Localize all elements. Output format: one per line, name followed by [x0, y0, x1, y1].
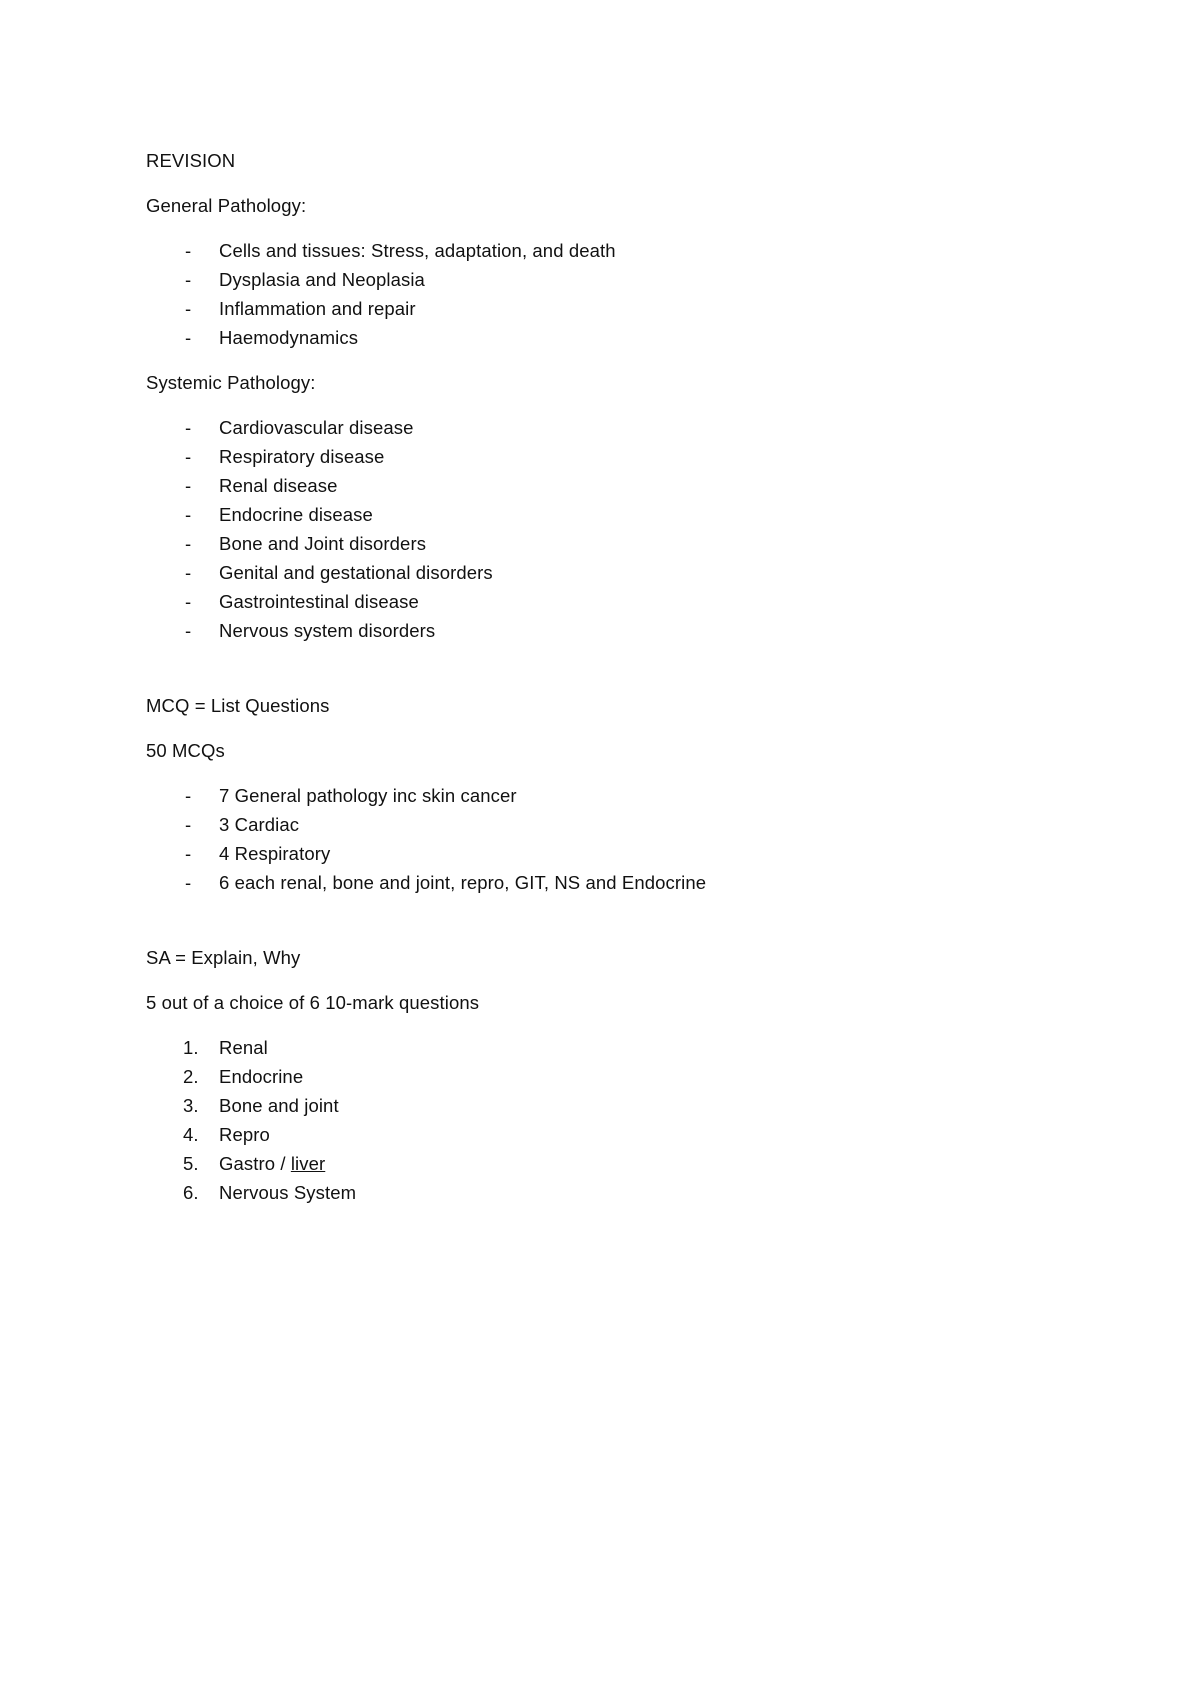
- number-marker: 3.: [183, 1095, 199, 1116]
- list-item: - Cardiovascular disease: [146, 413, 1046, 442]
- general-pathology-list: [146, 236, 1046, 352]
- list-item: - 7 General pathology inc skin cancer: [146, 781, 1046, 810]
- dash-marker: -: [185, 475, 192, 496]
- list-item: - 3 Cardiac: [146, 810, 1046, 839]
- blank-line: [146, 913, 1046, 943]
- dash-marker: -: [185, 872, 192, 893]
- list-item: - Endocrine disease: [146, 500, 1046, 529]
- dash-marker: -: [185, 814, 192, 835]
- list-item: 3. Bone and joint: [146, 1091, 1046, 1120]
- dash-marker: -: [185, 591, 192, 612]
- list-item: - Dysplasia and Neoplasia: [146, 265, 1046, 294]
- list-item: - Bone and Joint disorders: [146, 529, 1046, 558]
- general-pathology-heading: General Pathology:: [146, 195, 307, 216]
- list-item: 6. Nervous System: [146, 1178, 1046, 1207]
- dash-marker: -: [185, 298, 192, 319]
- list-item: - Renal disease: [146, 471, 1046, 500]
- mcq-definition: MCQ = List Questions: [146, 695, 330, 716]
- systemic-pathology-list: [146, 413, 1046, 645]
- dash-marker: -: [185, 269, 192, 290]
- number-marker: 1.: [183, 1037, 199, 1058]
- list-item: - Gastrointestinal disease: [146, 587, 1046, 616]
- list-item: - Inflammation and repair: [146, 294, 1046, 323]
- dash-marker: -: [185, 504, 192, 525]
- dash-marker: -: [185, 620, 192, 641]
- dash-marker: -: [185, 843, 192, 864]
- dash-marker: -: [185, 240, 192, 261]
- document-body: [146, 146, 1046, 1223]
- sa-definition: SA = Explain, Why: [146, 947, 301, 968]
- list-item: - Haemodynamics: [146, 323, 1046, 352]
- mcq-count-line: 50 MCQs: [146, 740, 225, 761]
- number-marker: 2.: [183, 1066, 199, 1087]
- list-item: 4. Repro: [146, 1120, 1046, 1149]
- list-item: - Nervous system disorders: [146, 616, 1046, 645]
- list-item: 2. Endocrine: [146, 1062, 1046, 1091]
- list-item: - Cells and tissues: Stress, adaptation, and death: [146, 236, 1046, 265]
- underlined-text: liver: [290, 1153, 326, 1174]
- dash-marker: -: [185, 533, 192, 554]
- number-marker: 4.: [183, 1124, 199, 1145]
- dash-marker: -: [185, 446, 192, 467]
- list-item: - 6 each renal, bone and joint, repro, GIT, NS and Endocrine: [146, 868, 1046, 897]
- dash-marker: -: [185, 785, 192, 806]
- dash-marker: -: [185, 562, 192, 583]
- list-item: - Respiratory disease: [146, 442, 1046, 471]
- dash-marker: -: [185, 327, 192, 348]
- list-item: - 4 Respiratory: [146, 839, 1046, 868]
- blank-line: [146, 661, 1046, 691]
- list-item: - Genital and gestational disorders: [146, 558, 1046, 587]
- list-item: 5. Gastro / liver: [146, 1149, 1046, 1178]
- sa-choice-line: 5 out of a choice of 6 10-mark questions: [146, 992, 480, 1013]
- number-marker: 5.: [183, 1153, 199, 1174]
- systemic-pathology-heading: Systemic Pathology:: [146, 372, 316, 393]
- list-item: 1. Renal: [146, 1033, 1046, 1062]
- sa-topic-list: [146, 1033, 1046, 1207]
- document-title: REVISION: [146, 150, 236, 171]
- mcq-breakdown-list: [146, 781, 1046, 897]
- dash-marker: -: [185, 417, 192, 438]
- number-marker: 6.: [183, 1182, 199, 1203]
